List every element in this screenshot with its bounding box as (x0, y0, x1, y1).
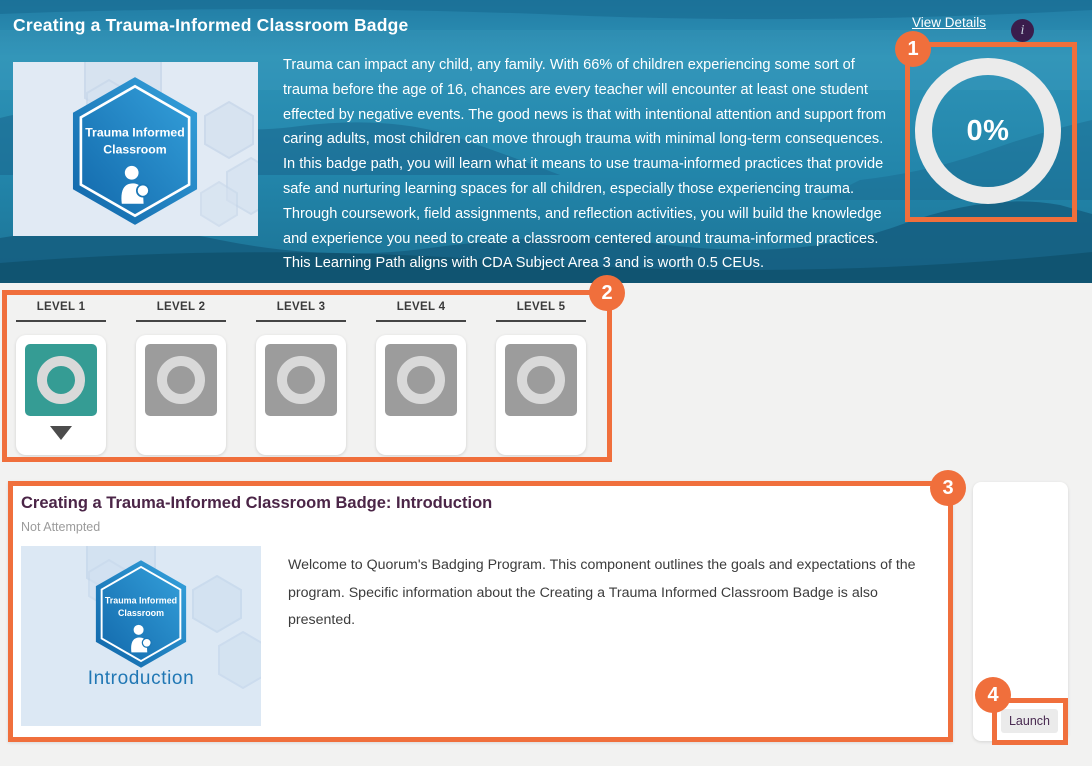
badge-thumbnail-image (13, 62, 258, 236)
level-3-card[interactable] (256, 335, 346, 455)
level-3-label: LEVEL 3 (276, 301, 326, 313)
component-thumbnail (21, 546, 261, 726)
level-3-tab[interactable] (256, 301, 346, 455)
component-card (8, 481, 953, 742)
level-underline (256, 320, 346, 322)
level-1-card[interactable] (16, 335, 106, 455)
info-icon[interactable]: i (1011, 19, 1034, 42)
level-1-tab[interactable] (16, 301, 106, 455)
status-badge: Not Attempted (21, 520, 101, 534)
badge-text-line1: Trauma Informed (104, 595, 178, 606)
level-5-label: LEVEL 5 (516, 301, 566, 313)
progress-percent-label: 0% (966, 114, 1010, 147)
badge-text-line2: Classroom (117, 607, 165, 618)
badge-text-line1: Trauma Informed (85, 125, 185, 140)
level-badge-placeholder (505, 344, 577, 416)
progress-ring (915, 58, 1061, 204)
level-2-card[interactable] (136, 335, 226, 455)
trauma-informed-classroom-badge (93, 560, 189, 668)
level-underline (136, 320, 226, 322)
selected-level-arrow-icon (50, 426, 72, 440)
badge-text-line2: Classroom (103, 142, 167, 157)
ring-icon (397, 356, 445, 404)
level-2-tab[interactable] (136, 301, 226, 455)
level-badge-placeholder (265, 344, 337, 416)
view-details-link[interactable]: View Details (912, 15, 987, 30)
trauma-informed-classroom-badge (69, 77, 201, 225)
callout-number-1: 1 (895, 31, 931, 67)
ring-icon (517, 356, 565, 404)
level-2-label: LEVEL 2 (156, 301, 206, 313)
callout-number-3: 3 (930, 470, 966, 506)
ring-icon (37, 356, 85, 404)
level-4-card[interactable] (376, 335, 466, 455)
level-badge-placeholder (145, 344, 217, 416)
level-4-tab[interactable] (376, 301, 466, 455)
level-5-card[interactable] (496, 335, 586, 455)
hero-banner (0, 0, 1092, 283)
action-panel (973, 482, 1068, 741)
level-underline (16, 320, 106, 322)
path-description: Trauma can impact any child, any family. With 66% of children experiencing some sort of trauma before the age of 16, chances are every teacher will encounter at least one student effected by negative events. The good news is that with intentional attention and support from caring adults, most children can move through trauma with minimal long-term consequences. In this badge path, you will learn what it means to use trauma-informed practices that provide safe and nurturing learning spaces for all children, especially those experiencing trauma. Through coursework, field assignments, and reflection activities, you will build the knowledge and experience you need to create a classroom centered around trauma-informed practices. This Learning Path aligns with CDA Subject Area 3 and is worth 0.5 CEUs. (283, 57, 887, 272)
level-1-label: LEVEL 1 (36, 301, 86, 313)
callout-number-4: 4 (975, 677, 1011, 713)
level-5-tab[interactable] (496, 301, 586, 455)
component-description: Welcome to Quorum's Badging Program. This component outlines the goals and expectations of the program. Specific information about the Creating a Trauma Informed Classroom Badge is also presented. (288, 557, 916, 629)
launch-button[interactable]: Launch (1001, 709, 1058, 733)
page-title: Creating a Trauma-Informed Classroom Badge (13, 15, 409, 35)
level-badge-placeholder (385, 344, 457, 416)
ring-icon (277, 356, 325, 404)
thumbnail-title: Introduction (87, 668, 195, 689)
level-4-label: LEVEL 4 (396, 301, 446, 313)
levels-row (16, 301, 586, 455)
level-underline (496, 320, 586, 322)
level-badge-placeholder (25, 344, 97, 416)
callout-number-2: 2 (589, 275, 625, 311)
level-underline (376, 320, 466, 322)
ring-icon (157, 356, 205, 404)
component-title: Creating a Trauma-Informed Classroom Badge: Introduction (21, 494, 493, 512)
